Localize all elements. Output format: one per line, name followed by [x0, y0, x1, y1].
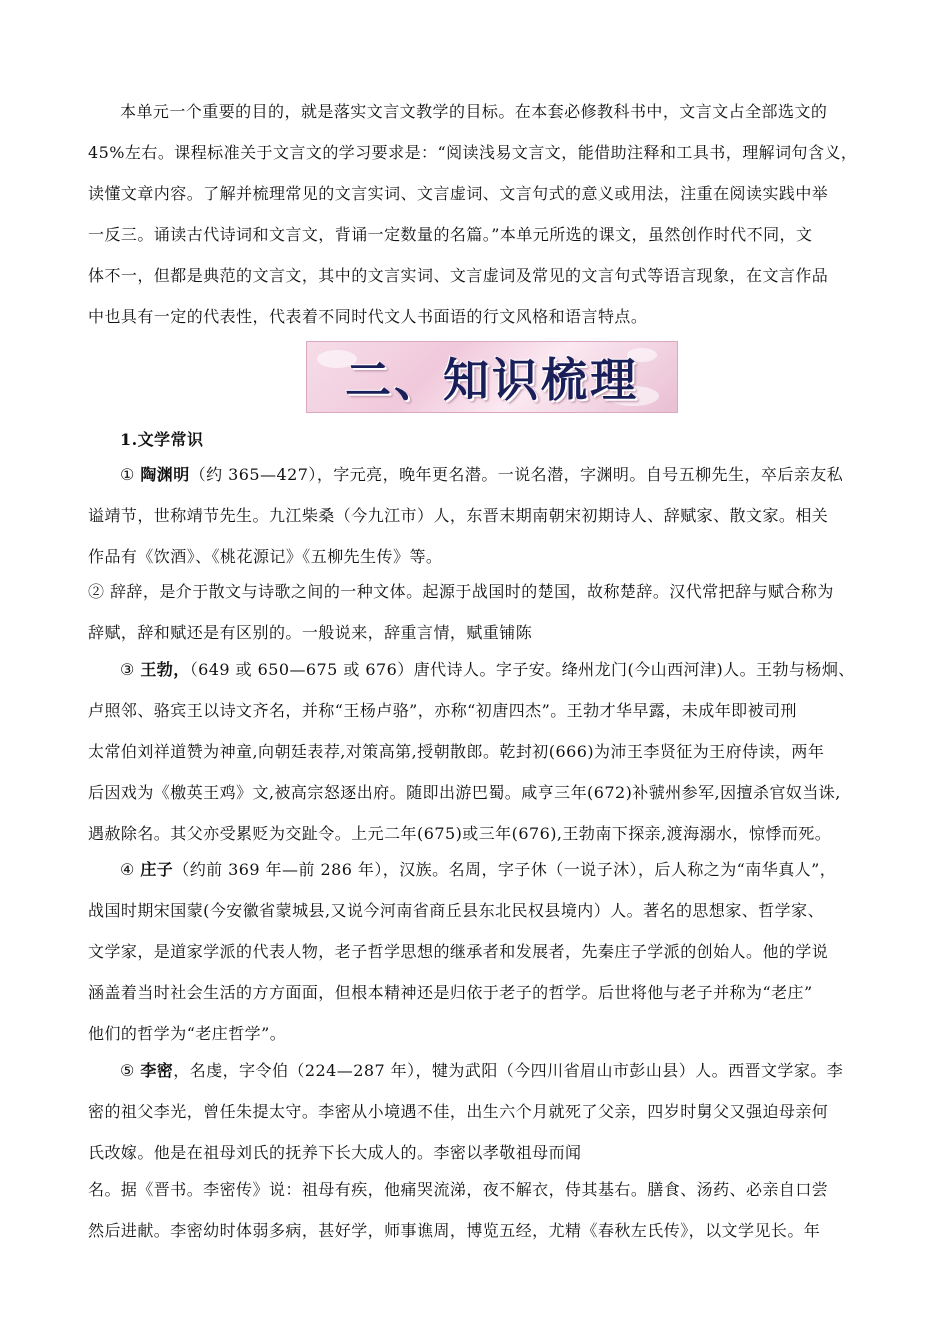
item-wang-marker: ③: [120, 660, 135, 679]
item-li-line-2: 密的祖父李光，曾任朱提太守。李密从小境遇不佳，出生六个月就死了父亲，四岁时舅父又强迫母亲何: [88, 1102, 829, 1121]
intro-line-5: 体不一，但都是典范的文言文，其中的文言实词、文言虚词及常见的文言句式等语言现象，在文言作品: [88, 266, 829, 285]
item-tao-line-1-text: （约 365—427），字元亮，晚年更名潜。一说名潜，字渊明。自号五柳先生，卒后亲友私: [189, 465, 844, 484]
item-zhuang-line-2: 战国时期宋国蒙(今安徽省蒙城县,又说今河南省商丘县东北民权县境内）人。著名的思想家、哲学家、: [88, 901, 825, 920]
item-zhuang-line-4: 涵盖着当时社会生活的方方面面，但根本精神还是归依于老子的哲学。后世将他与老子并称为“老庄”: [88, 983, 813, 1002]
item-zhuang-line-5: 他们的哲学为“老庄哲学”。: [88, 1024, 287, 1043]
intro-line-6: 中也具有一定的代表性，代表着不同时代文人书面语的行文风格和语言特点。: [88, 307, 648, 326]
item-zhuang-line-1: [120, 860, 868, 880]
item-li-line-1-text: ，名虔，字令伯（224—287 年），犍为武阳（今四川省眉山市彭山县）人。西晋文学家。李: [173, 1061, 844, 1080]
item-wang-line-3: 太常伯刘祥道赞为神童,向朝廷表荐,对策高第,授朝散郎。乾封初(666)为沛王李贤征为王府侍读，两年: [88, 742, 825, 761]
item-tao-name: 陶渊明: [140, 465, 190, 484]
item-zhuang-marker: ④: [120, 860, 135, 879]
item-wang-line-1: [120, 660, 868, 680]
intro-line-4: 一反三。诵读古代诗词和文言文，背诵一定数量的名篇。”本单元所选的课文，虽然创作时代不同，文: [88, 225, 813, 244]
item-ci-line-2: 辞赋，辞和赋还是有区别的。一般说来，辞重言情，赋重铺陈: [88, 623, 533, 642]
item-tao-line-3: 作品有《饮酒》、《桃花源记》《五柳先生传》等。: [88, 547, 443, 566]
item-wang-line-5: 遇赦除名。其父亦受累贬为交趾令。上元二年(675)或三年(676),王勃南下探亲,渡海溺水，惊悸而死。: [88, 824, 832, 843]
item-li-line-1: [120, 1061, 868, 1081]
item-zhuang-name: 庄子: [140, 860, 174, 879]
item-tao-line-1: [120, 465, 868, 485]
item-zhuang-line-1-text: （约前 369 年—前 286 年），汉族。名周，字子休（一说子沐），后人称之为“南华真人”，: [173, 860, 837, 879]
item-wang-line-4: 后因戏为《檄英王鸡》文,被高宗怒逐出府。随即出游巴蜀。咸亨三年(672)补虢州参军,因擅杀官奴当诛,: [88, 783, 841, 802]
item-li-line-4: 名。据《晋书。李密传》说：祖母有疾，他痛哭流涕，夜不解衣，侍其基右。膳食、汤药、必亲自口尝: [88, 1180, 829, 1199]
intro-line-3: 读懂文章内容。了解并梳理常见的文言实词、文言虚词、文言句式的意义或用法，注重在阅读实践中举: [88, 184, 829, 203]
item-li-name: 李密: [140, 1061, 174, 1080]
banner-title: 二、知识梳理: [345, 353, 639, 407]
item-tao-line-2: 谥靖节，世称靖节先生。九江柴桑（今九江市）人，东晋末期南朝宋初期诗人、辞赋家、散文家。相关: [88, 506, 829, 525]
item-li-line-3: 氏改嫁。他是在祖母刘氏的抚养下长大成人的。李密以孝敬祖母而闻: [88, 1143, 582, 1162]
item-li-line-5: 然后进献。李密幼时体弱多病，甚好学，师事谯周，博览五经，尤精《春秋左氏传》，以文学见长。年: [88, 1221, 821, 1240]
section-banner: [306, 341, 678, 413]
item-wang-line-1-text: （649 或 650—675 或 676）唐代诗人。字子安。绛州龙门(今山西河津)人。王勃与杨炯、: [189, 660, 855, 679]
item-li-marker: ⑤: [120, 1061, 135, 1080]
intro-line-2: 45%左右。课程标准关于文言文的学习要求是：“阅读浅易文言文，能借助注释和工具书，理解词句含义，: [88, 143, 858, 162]
intro-line-1: 本单元一个重要的目的，就是落实文言文教学的目标。在本套必修教科书中，文言文占全部选文的: [120, 102, 828, 121]
section-heading: 1.文学常识: [120, 430, 204, 449]
item-wang-line-2: 卢照邻、骆宾王以诗文齐名，并称“王杨卢骆”，亦称“初唐四杰”。王勃才华早露，未成年即被司刑: [88, 701, 797, 720]
item-zhuang-line-3: 文学家，是道家学派的代表人物，老子哲学思想的继承者和发展者，先秦庄子学派的创始人。他的学说: [88, 942, 829, 961]
item-tao-marker: ①: [120, 465, 135, 484]
item-ci-line-1: ② 辞辞，是介于散文与诗歌之间的一种文体。起源于战国时的楚国，故称楚辞。汉代常把辞与赋合称为: [88, 582, 834, 601]
item-wang-name: 王勃，: [140, 660, 190, 679]
